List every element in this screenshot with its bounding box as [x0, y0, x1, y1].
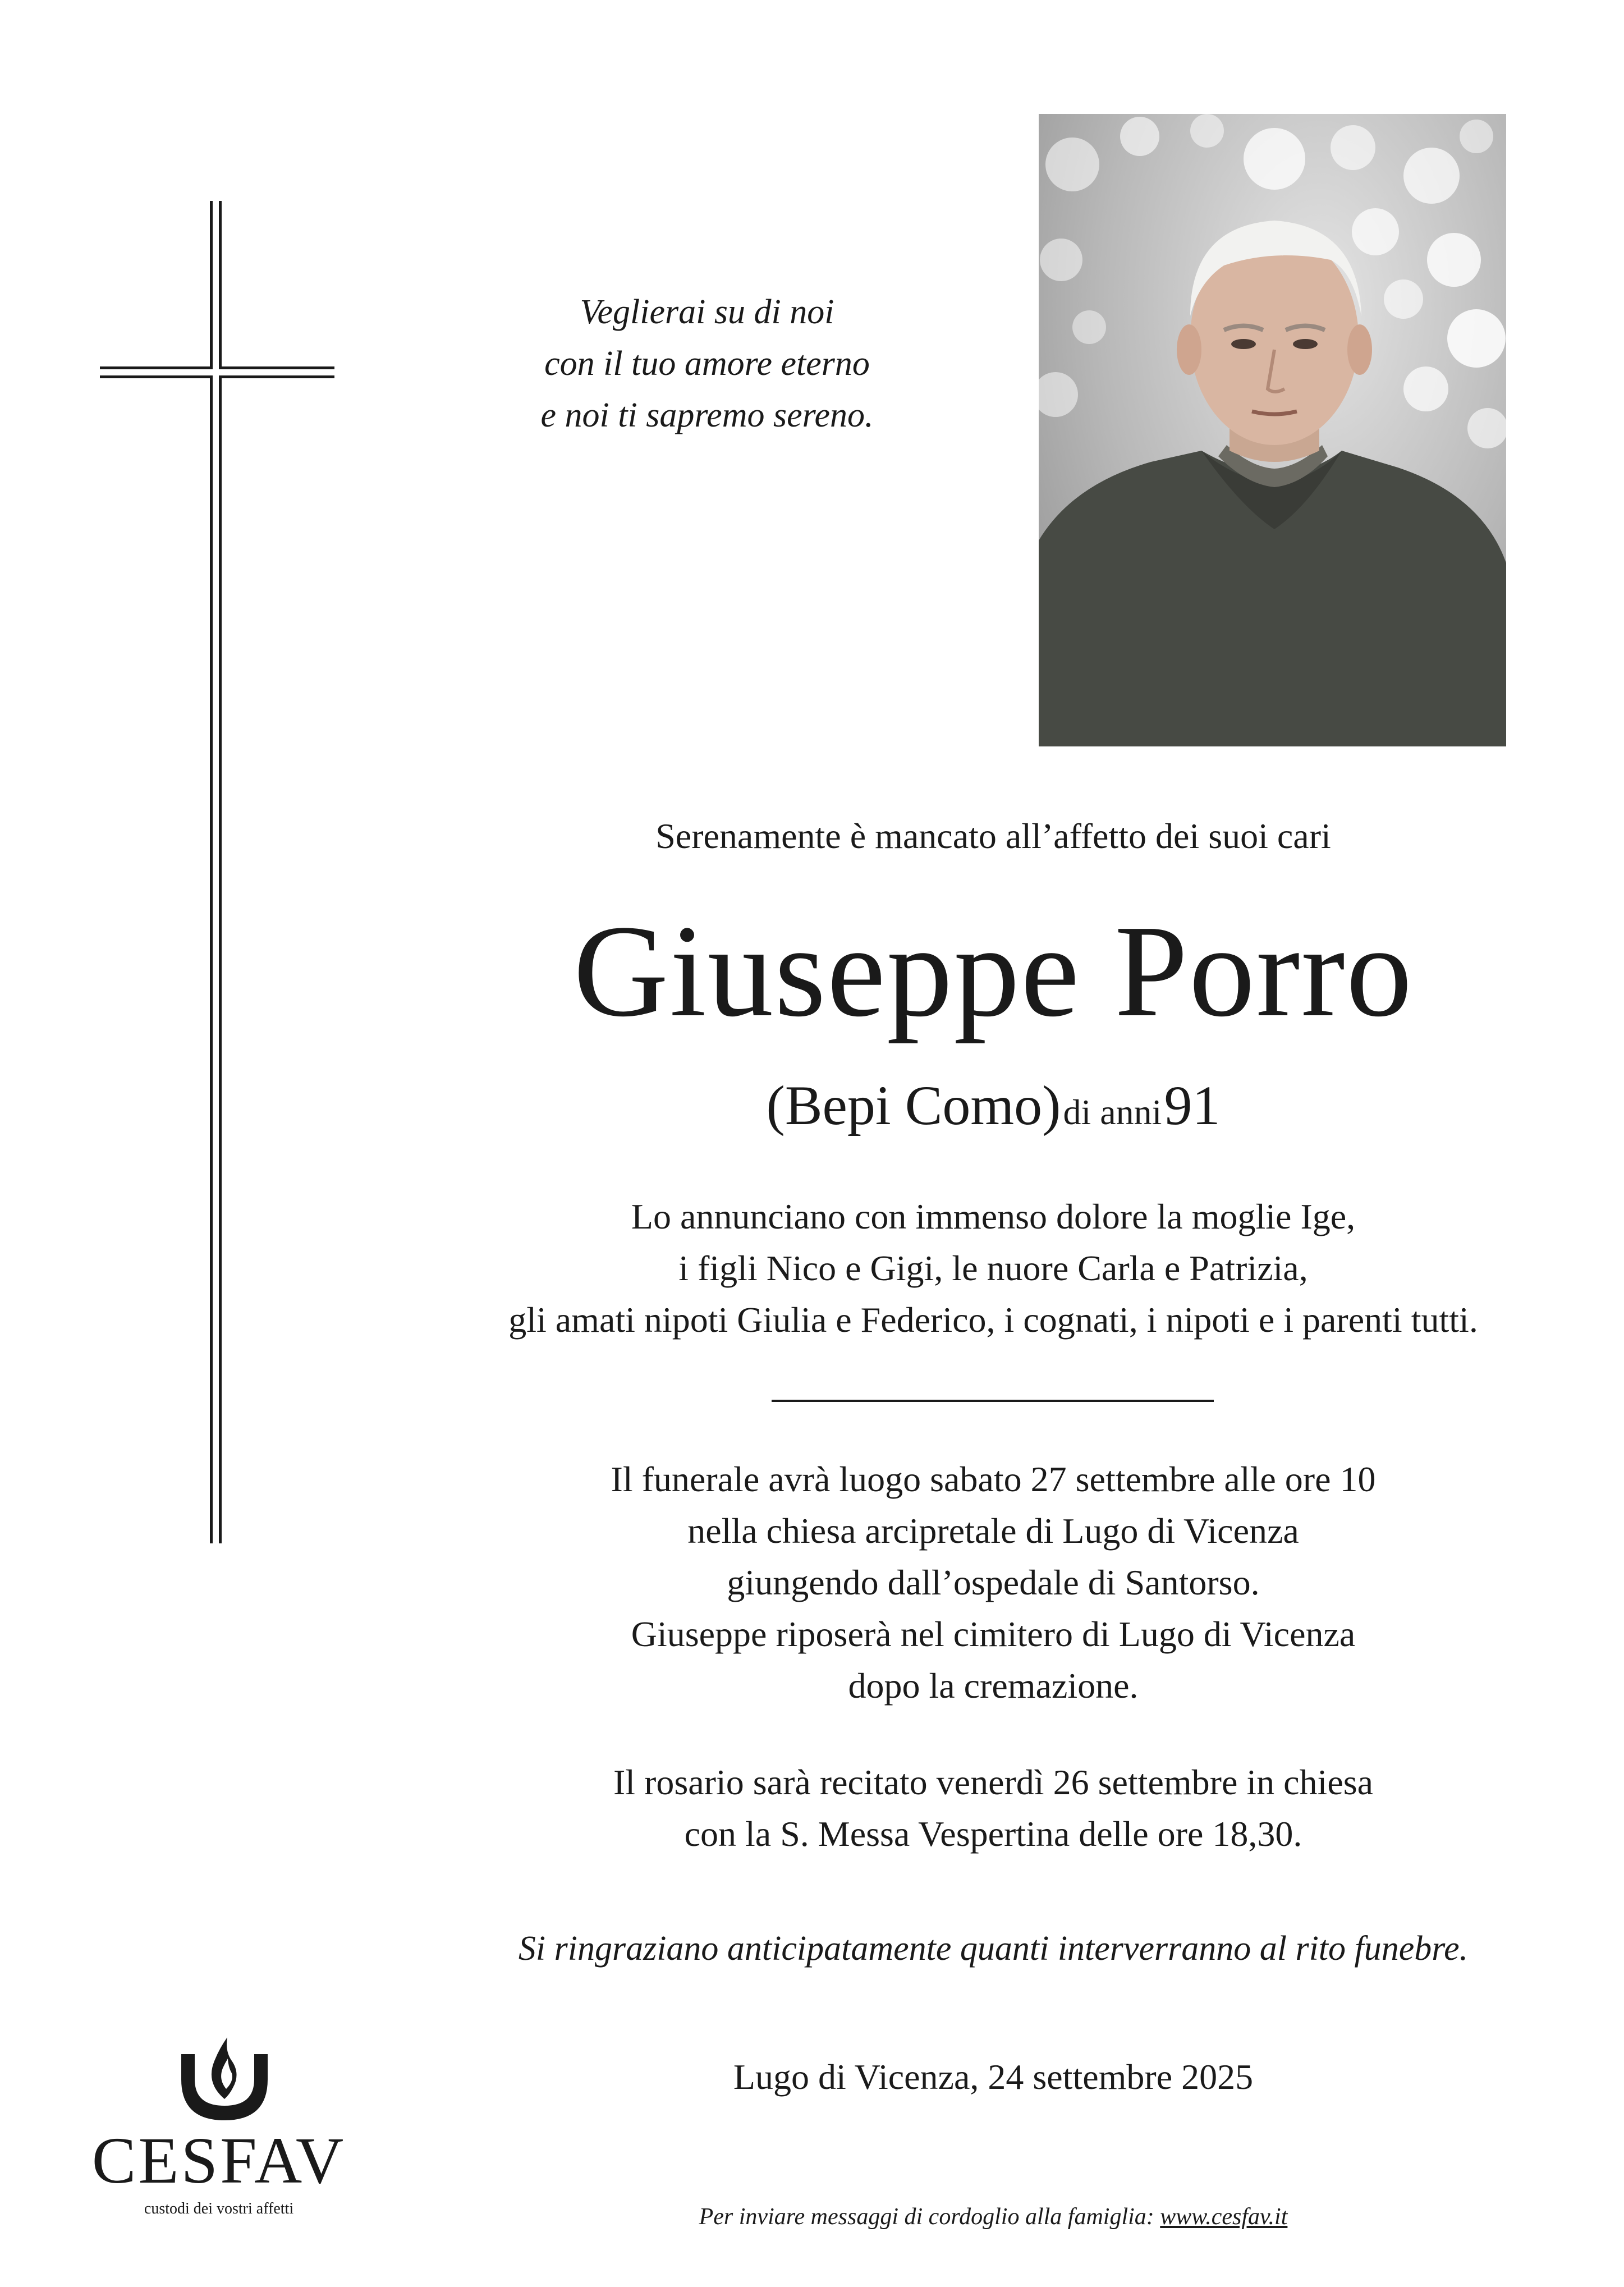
logo-tagline: custodi dei vostri affetti — [144, 2200, 294, 2217]
announcement-line: gli amati nipoti Giulia e Federico, i cognati, i nipoti e i parenti tutti. — [508, 1300, 1478, 1340]
section-divider — [772, 1400, 1214, 1402]
cesfav-logo — [90, 2020, 359, 2234]
verse-line: e noi ti sapremo sereno. — [540, 396, 874, 434]
rosary-line: Il rosario sarà recitato venerdì 26 settembre in chiesa — [613, 1762, 1374, 1802]
funeral-line: dopo la cremazione. — [848, 1666, 1139, 1706]
funeral-line: Giuseppe riposerà nel cimitero di Lugo di Vicenza — [631, 1614, 1356, 1654]
deceased-nickname: (Bepi Como) — [766, 1074, 1061, 1136]
announcement-line: Lo annunciano con immenso dolore la moglie Ige, — [631, 1197, 1356, 1236]
verse-line: con il tuo amore eterno — [544, 345, 870, 383]
intro-text: Serenamente è mancato all’affetto dei suoi cari — [655, 816, 1331, 856]
thanks-text: Si ringraziano anticipatamente quanti interverranno al rito funebre. — [518, 1929, 1469, 1968]
nickname-age-line — [426, 1066, 1560, 1161]
logo-name: CESFAV — [91, 2124, 346, 2197]
memorial-verse — [426, 286, 988, 441]
funeral-line: giungendo dall’ospedale di Santorso. — [727, 1562, 1260, 1602]
funeral-line: Il funerale avrà luogo sabato 27 settembre alle ore 10 — [611, 1459, 1376, 1499]
flame-cup-icon — [171, 2020, 278, 2127]
deceased-name: Giuseppe Porro — [573, 898, 1414, 1044]
verse-line: Veglierai su di noi — [580, 293, 834, 331]
funeral-details — [426, 1454, 1560, 1712]
announcement-text — [426, 1191, 1560, 1346]
condolences-text: Per inviare messaggi di cordoglio alla famiglia: — [699, 2204, 1160, 2230]
cesfav-website-link[interactable]: www.cesfav.it — [1160, 2204, 1288, 2230]
condolences-note — [561, 2200, 1425, 2234]
rosary-details — [426, 1757, 1560, 1860]
funeral-line: nella chiesa arcipretale di Lugo di Vicenza — [687, 1511, 1299, 1551]
rosary-line: con la S. Messa Vespertina delle ore 18,30. — [684, 1814, 1302, 1854]
announcement-line: i figli Nico e Gigi, le nuore Carla e Patrizia, — [678, 1248, 1308, 1288]
portrait-photo — [1039, 114, 1506, 746]
place-date: Lugo di Vicenza, 24 settembre 2025 — [733, 2057, 1254, 2097]
deceased-age: 91 — [1164, 1074, 1221, 1136]
age-prefix: di anni — [1063, 1092, 1162, 1132]
